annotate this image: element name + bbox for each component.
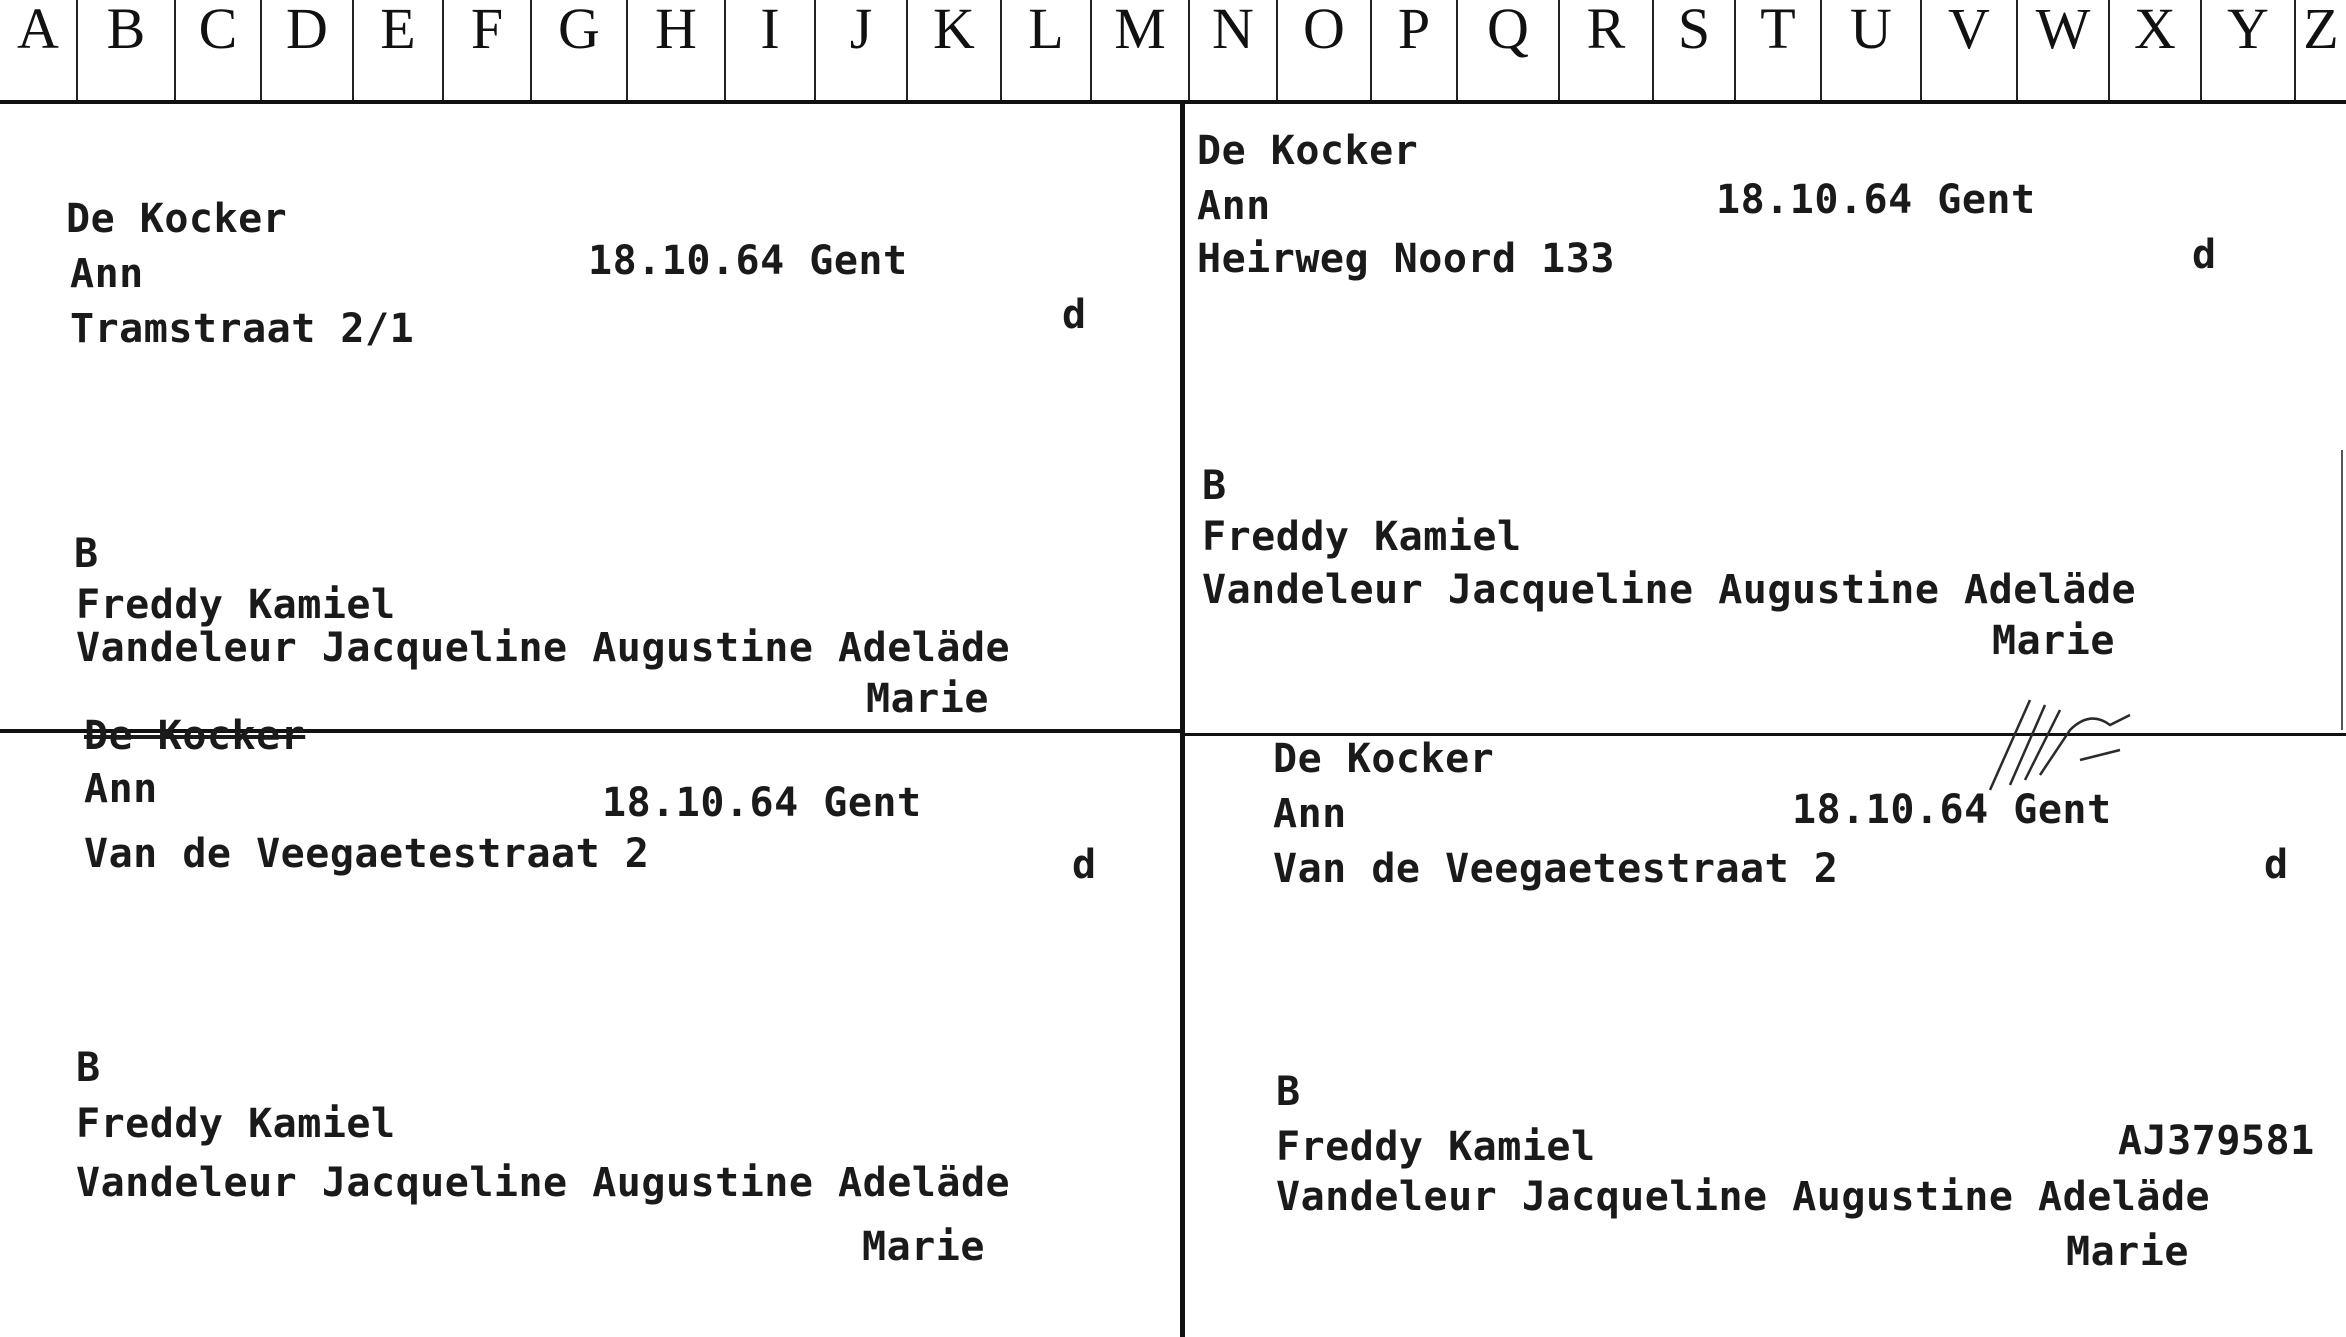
surname: De Kocker: [1197, 128, 1419, 174]
index-letter-v: V: [1948, 0, 1990, 61]
father-name: Freddy Kamiel: [1276, 1124, 1596, 1170]
mother-name-continued: Marie: [1992, 618, 2115, 664]
first-name: Ann: [1273, 791, 1347, 837]
relation-code: B: [76, 1045, 101, 1091]
birth-date-place: 18.10.64 Gent: [588, 238, 908, 284]
address: Tramstraat 2/1: [70, 306, 415, 352]
birth-date-place: 18.10.64 Gent: [1716, 177, 2036, 223]
index-letter-c: C: [198, 0, 238, 61]
birth-date-place: 18.10.64 Gent: [1792, 787, 2112, 833]
index-letter-a: A: [17, 0, 59, 61]
relation-code: B: [1202, 463, 1227, 509]
relation-code: B: [74, 531, 99, 577]
index-letter-f: F: [470, 0, 504, 61]
index-letter-u: U: [1850, 0, 1892, 61]
index-letter-o: O: [1303, 0, 1345, 61]
index-letter-k: K: [933, 0, 975, 61]
mother-name: Vandeleur Jacqueline Augustine Adeläde: [76, 1160, 1011, 1206]
mother-name-continued: Marie: [866, 676, 989, 722]
birth-date-place: 18.10.64 Gent: [602, 780, 922, 826]
index-letter-w: W: [2035, 0, 2091, 61]
index-letter-n: N: [1212, 0, 1254, 61]
alphabet-index-header: [0, 0, 2346, 104]
index-letter-x: X: [2134, 0, 2176, 61]
id-number: AJ379581: [2118, 1118, 2315, 1164]
index-letter-i: I: [760, 0, 780, 61]
index-letter-r: R: [1586, 0, 1626, 61]
index-letter-y: Y: [2227, 0, 2269, 61]
index-letter-h: H: [655, 0, 697, 61]
father-name: Freddy Kamiel: [76, 1101, 396, 1147]
first-name: Ann: [84, 766, 158, 812]
gender-code: d: [1072, 842, 1097, 888]
index-letter-s: S: [1677, 0, 1711, 61]
first-name: Ann: [1197, 183, 1271, 229]
first-name: Ann: [70, 251, 144, 297]
father-name: Freddy Kamiel: [76, 582, 396, 628]
vertical-divider: [1180, 104, 1185, 1337]
card-edge: [2341, 450, 2343, 730]
index-letter-m: M: [1114, 0, 1166, 61]
gender-code: d: [2192, 232, 2217, 278]
mother-name: Vandeleur Jacqueline Augustine Adeläde: [76, 625, 1011, 671]
index-letter-d: D: [286, 0, 328, 61]
header-rule: [0, 100, 2346, 104]
address: Heirweg Noord 133: [1197, 236, 1615, 282]
father-name: Freddy Kamiel: [1202, 514, 1522, 560]
index-letter-l: L: [1028, 0, 1064, 61]
gender-code: d: [2264, 842, 2289, 888]
surname: De Kocker: [66, 196, 288, 242]
relation-code: B: [1276, 1069, 1301, 1115]
index-letter-p: P: [1397, 0, 1431, 61]
address: Van de Veegaetestraat 2: [1273, 846, 1839, 892]
index-letter-q: Q: [1487, 0, 1529, 61]
mother-name-continued: Marie: [862, 1224, 985, 1270]
surname: De Kocker: [1273, 736, 1495, 782]
index-letter-b: B: [106, 0, 146, 61]
surname-struck: De Kocker: [84, 713, 306, 759]
mother-name-continued: Marie: [2066, 1229, 2189, 1275]
index-letter-e: E: [380, 0, 416, 61]
index-letter-z: Z: [2303, 0, 2339, 61]
mother-name: Vandeleur Jacqueline Augustine Adeläde: [1202, 567, 2137, 613]
handwritten-scribble-mark: [1970, 690, 2150, 800]
index-letter-j: J: [849, 0, 873, 61]
gender-code: d: [1062, 292, 1087, 338]
address: Van de Veegaetestraat 2: [84, 831, 650, 877]
mother-name: Vandeleur Jacqueline Augustine Adeläde: [1276, 1174, 2211, 1220]
index-letter-g: G: [558, 0, 600, 61]
index-letter-t: T: [1760, 0, 1796, 61]
